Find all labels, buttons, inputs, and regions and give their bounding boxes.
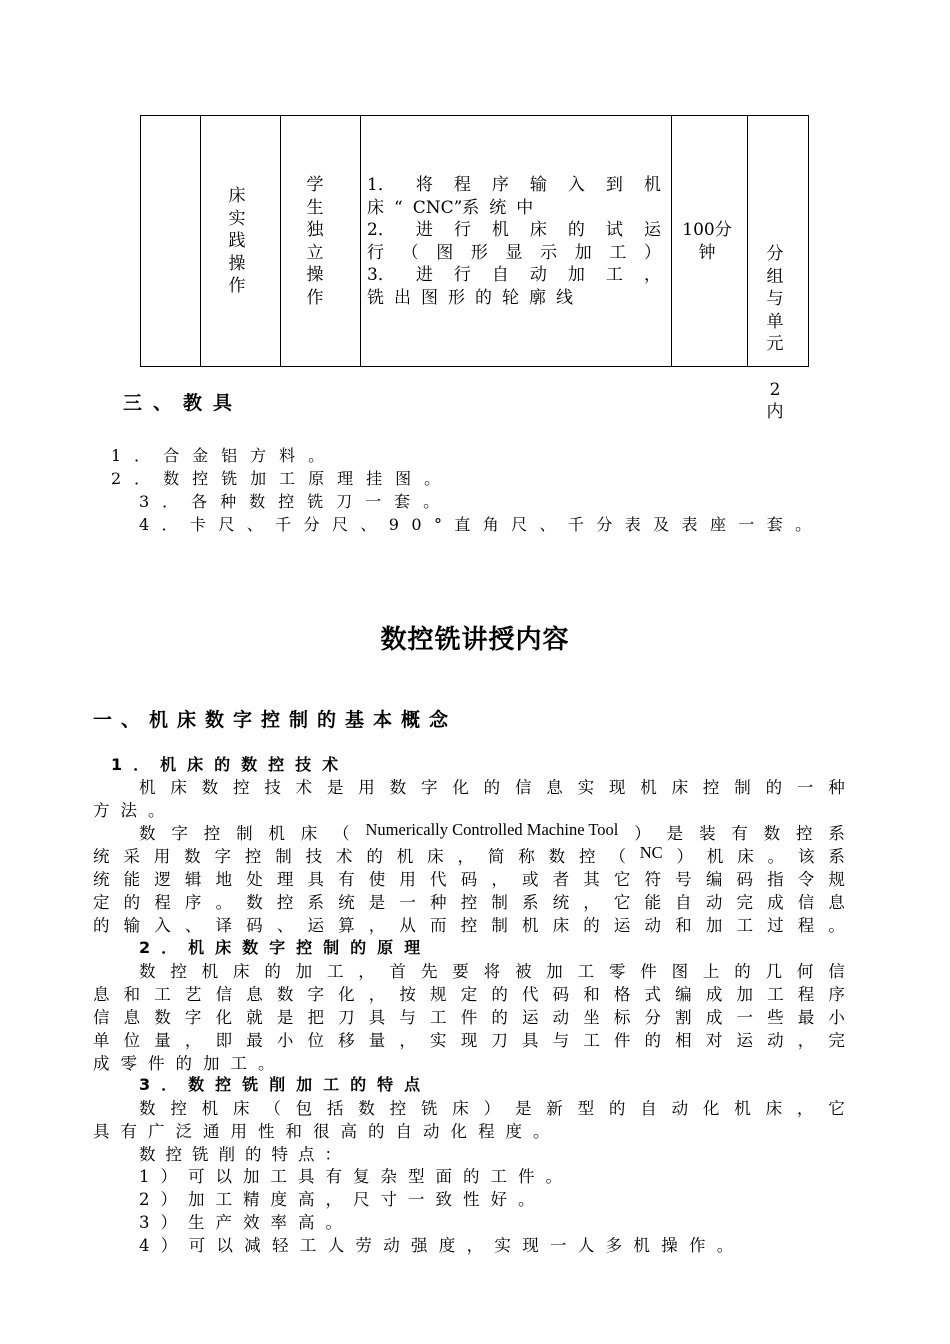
paragraph-line: 统 能 逻 辑 地 处 理 具 有 使 用 代 码 ， 或 者 其 它 符 号 编 码 指 令 规	[93, 870, 845, 889]
paragraph-line: 机 床 数 控 技 术 是 用 数 字 化 的 信 息 实 现 机 床 控 制 的 一 种	[139, 778, 845, 797]
subsection-heading: 3．数控铣削加工的特点	[139, 1075, 432, 1094]
tools-item: 1．合金铝方料。	[111, 446, 338, 465]
tools-item: 3．各种数控铣刀一套。	[139, 492, 453, 511]
step-line: 行 （ 图 形 显 示 加 工 ）	[367, 242, 661, 263]
paragraph-line: 单 位 量 ， 即 最 小 位 移 量 ， 实 现 刀 具 与 工 件 的 相 对 运 动 ， 完	[93, 1031, 845, 1050]
step-line: 床 “ CNC”系 统 中	[367, 197, 534, 218]
paragraph-line: 数 控 机 床 的 加 工 ， 首 先 要 将 被 加 工 零 件 图 上 的 几 何 信	[139, 962, 845, 981]
section-heading: 一、机床数字控制的基本概念	[93, 709, 458, 731]
paragraph-line: 成零件的加工。	[93, 1054, 286, 1073]
table-cell-time: 100分 钟	[682, 220, 732, 263]
table-cell-grouping: 分 组 与 单 元 2 内	[766, 244, 784, 423]
paragraph-line: 数 控 机 床 （ 包 括 数 控 铣 床 ） 是 新 型 的 自 动 化 机 床 ， 它	[139, 1099, 845, 1118]
table-cell-steps	[367, 174, 661, 310]
feature-item: 3）生产效率高。	[139, 1213, 353, 1232]
subsection-heading: 1．机床的数控技术	[111, 755, 350, 774]
table-divider	[360, 116, 361, 366]
subsection-heading: 2．机床数字控制的原理	[139, 938, 432, 957]
paragraph-line: 方法。	[93, 801, 176, 820]
feature-item: 2）加工精度高，尺寸一致性好。	[139, 1190, 546, 1209]
feature-item: 1）可以加工具有复杂型面的工件。	[139, 1167, 573, 1186]
paragraph-line: 具有广泛通用性和很高的自动化程度。	[93, 1122, 561, 1141]
table-cell-mode: 学 生 独 立 操 作	[306, 175, 324, 308]
table-divider	[280, 116, 281, 366]
paragraph-line: 定 的 程 序 。 数 控 系 统 是 一 种 控 制 系 统 ， 它 能 自 动 完 成 信 息	[93, 893, 845, 912]
table-divider	[200, 116, 201, 366]
tools-item: 4．卡尺、千分尺、90°直角尺、千分表及表座一套。	[139, 515, 824, 534]
step-line: 2． 进 行 机 床 的 试 运	[367, 220, 661, 241]
paragraph-line: 的 输 入 、 译 码 、 运 算 ， 从 而 控 制 机 床 的 运 动 和 加 工 过 程 。	[93, 916, 845, 935]
paragraph-line: 息 和 工 艺 信 息 数 字 化 ， 按 规 定 的 代 码 和 格 式 编 成 加 工 程 序	[93, 985, 845, 1004]
table-divider	[747, 116, 748, 366]
paragraph-line: 信 息 数 字 化 就 是 把 刀 具 与 工 件 的 运 动 坐 标 分 割 成 一 些 最 小	[93, 1008, 845, 1027]
features-intro: 数控铣削的特点：	[139, 1145, 351, 1164]
tools-heading: 三、教具	[123, 392, 244, 414]
paragraph-line: 统 采 用 数 字 控 制 技 术 的 机 床 ， 简 称 数 控 （ NC ） 机 床 。 该 系	[93, 843, 845, 866]
paragraph-line: 数 字 控 制 机 床 （ Numerically Controlled Machine Tool ） 是 装 有 数 控 系	[139, 820, 845, 843]
feature-item: 4）可以减轻工人劳动强度，实现一人多机操作。	[139, 1236, 745, 1255]
table-cell-activity: 床 实 践 操 作	[228, 186, 246, 297]
step-line: 1． 将 程 序 输 入 到 机	[367, 175, 661, 195]
step-line: 3． 进 行 自 动 加 工 ，	[367, 265, 661, 286]
step-line: 铣 出 图 形 的 轮 廓 线	[367, 287, 573, 308]
tools-item: 2．数控铣加工原理挂图。	[111, 469, 454, 488]
page-title: 数控铣讲授内容	[380, 625, 570, 655]
